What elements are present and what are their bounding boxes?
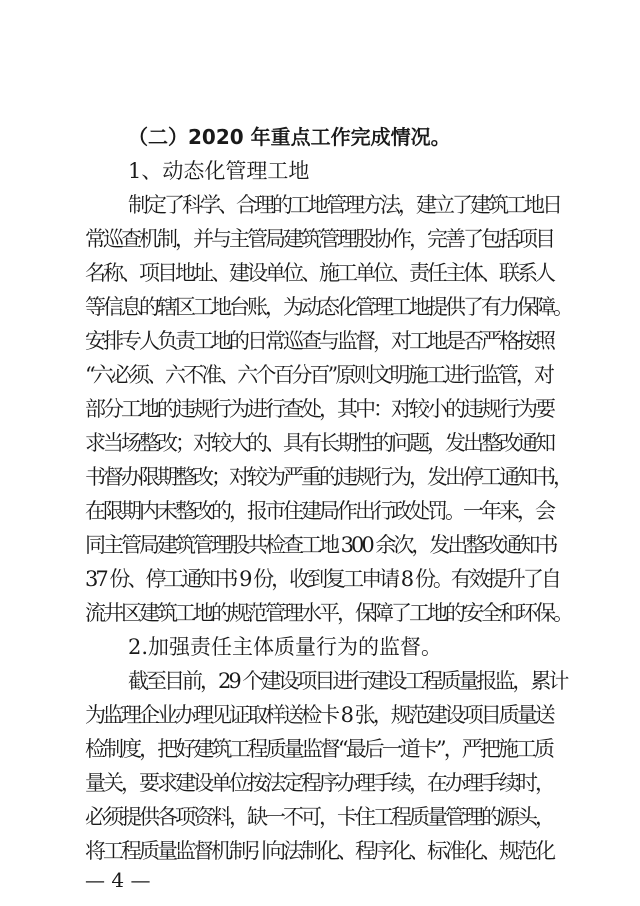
paragraph-1-line [0, 393, 640, 425]
paragraph-1-line [0, 427, 640, 459]
text-line: 将工程质量监督机制引向法制化、程序化、标准化、规范化 [85, 839, 553, 863]
text-line: 名称、项目地址、建设单位、施工单位、责任主体、联系人 [85, 261, 553, 285]
paragraph-1-line [0, 529, 640, 561]
text-line: 在限期内未整改的，报市住建局作出行政处罚。一年来，会 [85, 499, 553, 523]
page-number: — 4 — [85, 868, 151, 892]
paragraph-2-line [0, 801, 640, 833]
text-line: 量关，要求建设单位按法定程序办理手续，在办理手续时， [85, 771, 553, 795]
paragraph-1-line [0, 189, 640, 221]
text-line: 常巡查机制，并与主管局建筑管理股协作，完善了包括项目 [85, 227, 553, 251]
text-line: 37 份、停工通知书 9 份，收到复工申请 8 份。有效提升了自 [85, 567, 559, 591]
sub-heading-1-text: 1、动态化管理工地 [128, 159, 310, 183]
paragraph-1-line [0, 359, 640, 391]
text-line: 必须提供各项资料，缺一不可，卡住工程质量管理的源头， [85, 805, 553, 829]
text-line: 为监理企业办理见证取样送检卡 8 张，规范建设项目质量送 [85, 703, 553, 727]
paragraph-2-line [0, 665, 640, 697]
paragraph-1-line [0, 597, 640, 629]
section-heading [0, 121, 640, 153]
paragraph-1-line [0, 461, 640, 493]
paragraph-1-line [0, 223, 640, 255]
text-line: 书督办限期整改；对较为严重的违规行为，发出停工通知书， [85, 465, 571, 489]
paragraph-1-line [0, 563, 640, 595]
sub-heading-1 [0, 155, 640, 187]
sub-heading-2-text: 2.加强责任主体质量行为的监督。 [128, 635, 443, 659]
text-line: “六必须、六不准、六个百分百”原则文明施工进行监管，对 [85, 363, 553, 387]
section-heading-text: （二）2020 年重点工作完成情况。 [128, 125, 451, 149]
paragraph-2-line [0, 733, 640, 765]
paragraph-1-line [0, 291, 640, 323]
paragraph-2-line [0, 835, 640, 867]
text-line: 部分工地的违规行为进行查处，其中：对较小的违规行为要 [85, 397, 553, 421]
text-line: 流井区建筑工地的规范管理水平，保障了工地的安全和环保。 [85, 601, 571, 625]
text-line: 安排专人负责工地的日常巡查与监督，对工地是否严格按照 [85, 329, 553, 353]
paragraph-1-line [0, 325, 640, 357]
paragraph-2-line [0, 767, 640, 799]
paragraph-2-line [0, 699, 640, 731]
text-line: 同主管局建筑管理股共检查工地 300 余次，发出整改通知书 [85, 533, 556, 557]
sub-heading-2 [0, 631, 640, 663]
text-line: 等信息的辖区工地台账，为动态化管理工地提供了有力保障。 [85, 295, 571, 319]
paragraph-1-line [0, 257, 640, 289]
text-line: 求当场整改；对较大的、具有长期性的问题，发出整改通知 [85, 431, 553, 455]
text-line: 制定了科学、合理的工地管理方法，建立了建筑工地日 [128, 193, 560, 217]
text-line: 检制度，把好建筑工程质量监督“最后一道卡”，严把施工质 [85, 737, 553, 761]
text-line: 截至目前，29 个建设项目进行建设工程质量报监，累计 [128, 669, 567, 693]
paragraph-1-line [0, 495, 640, 527]
